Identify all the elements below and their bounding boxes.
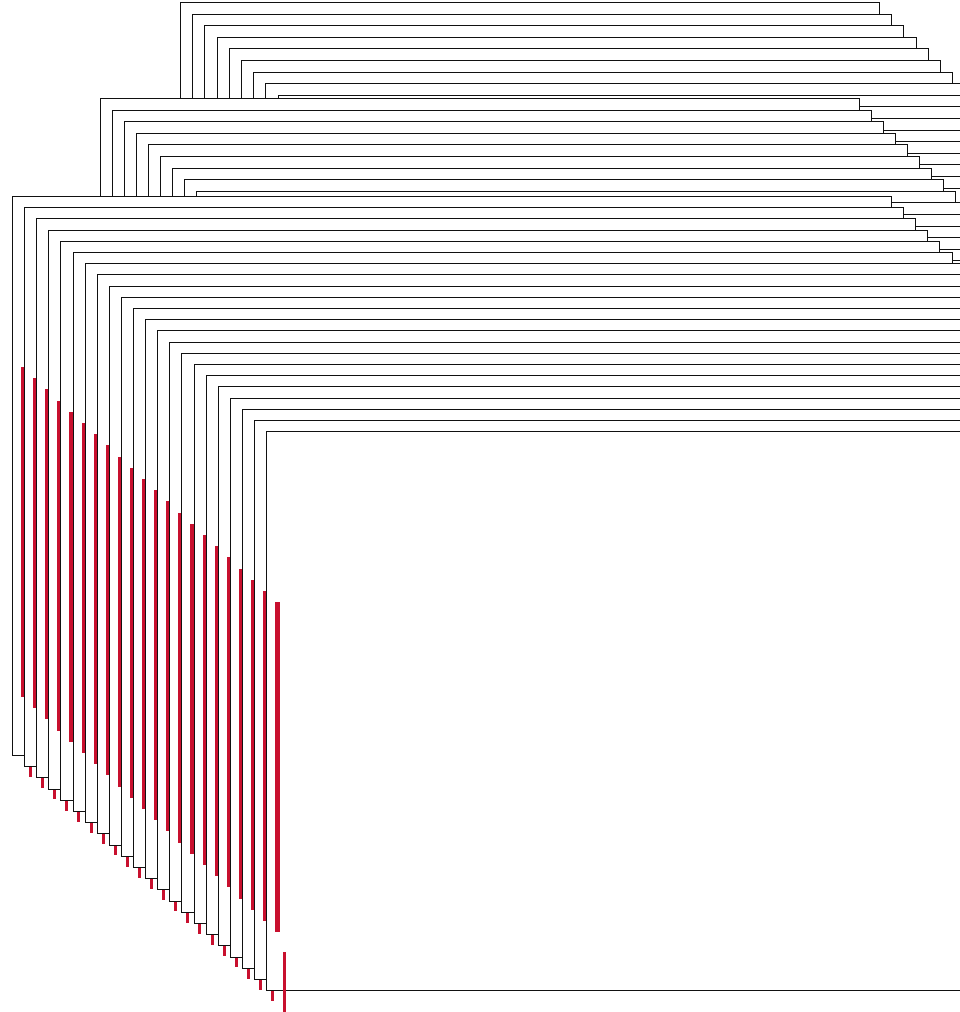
red-margin-stripe-2: [283, 952, 286, 1012]
form-sheet: [266, 431, 960, 991]
red-margin-stripe: [275, 602, 280, 932]
